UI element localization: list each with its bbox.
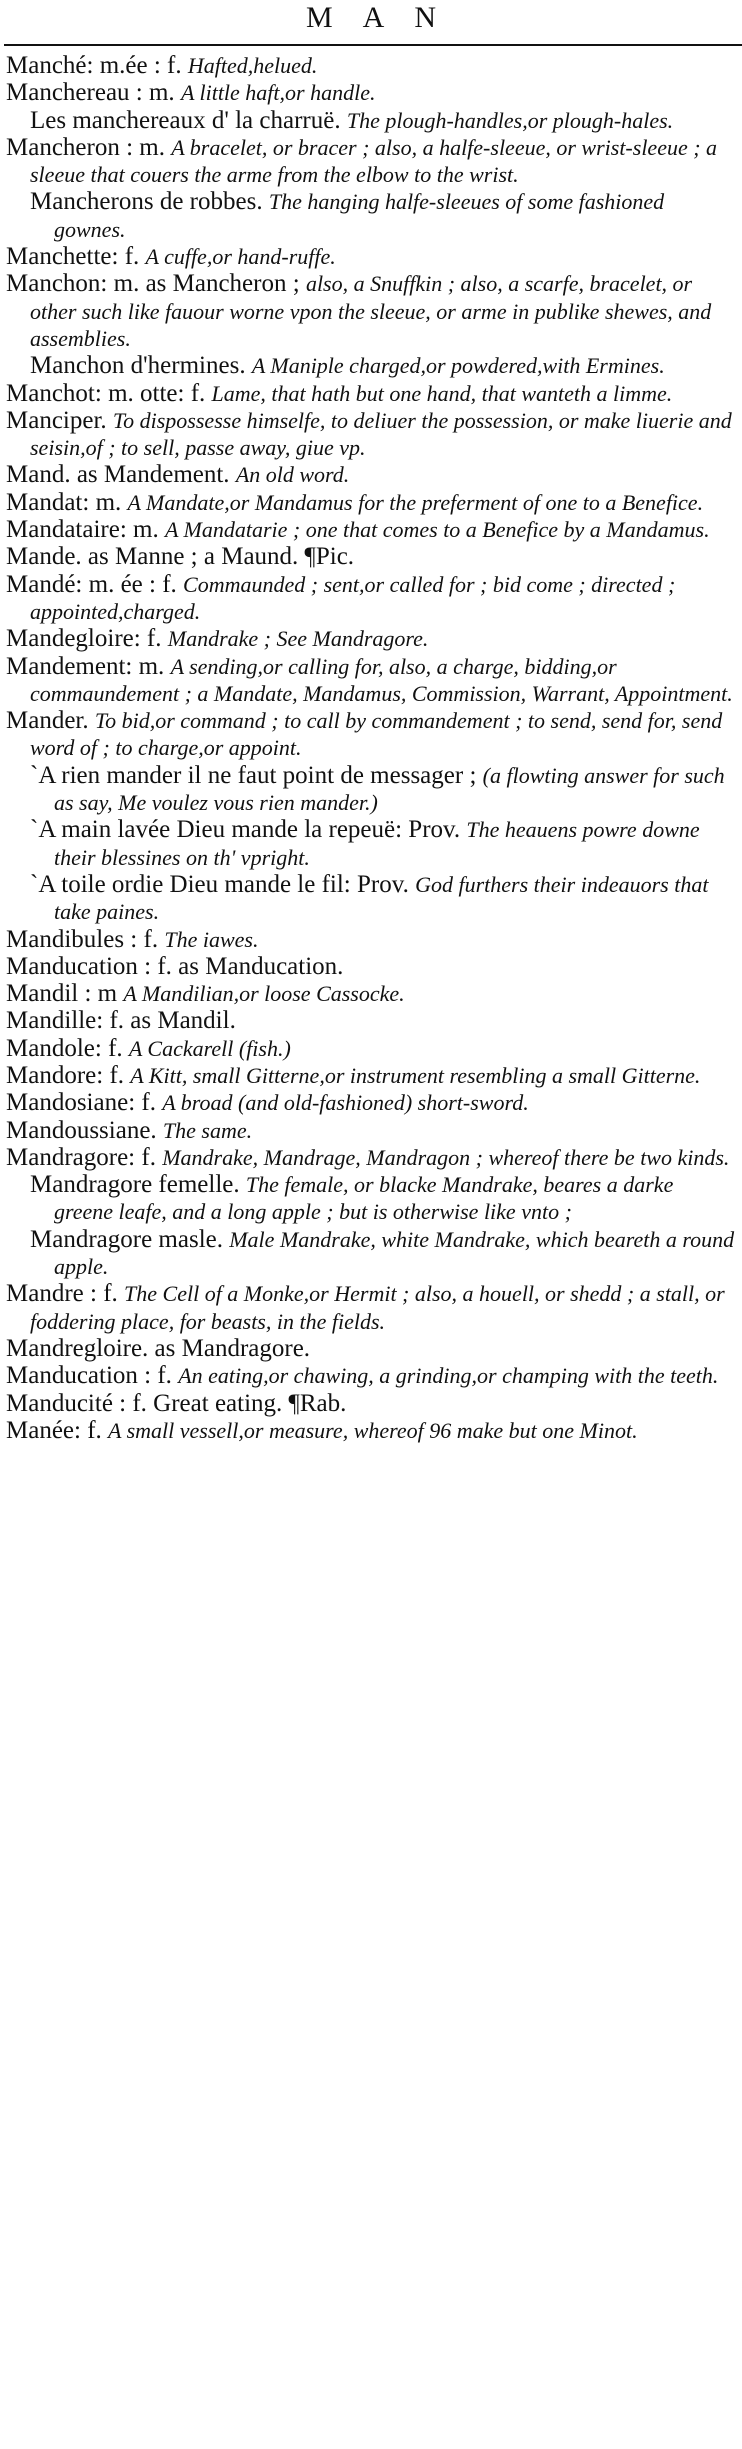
headword: `A toile ordie Dieu mande le fil: Prov. [30,870,409,898]
entry-list [0,46,742,1444]
dictionary-entry [6,407,736,462]
headword: Mandragore masle. [30,1225,223,1253]
headword: Mandil : m [6,980,118,1008]
sub-entry [30,762,736,817]
headword: Mandosiane: f. [6,1089,156,1117]
dictionary-entry [6,79,736,106]
dictionary-entry [6,980,736,1007]
dictionary-entry [6,1280,736,1335]
dictionary-entry [6,52,736,79]
gloss: A Maniple charged,or powdered,with Ermines. [251,353,665,379]
gloss: A Mandatarie ; one that comes to a Benefice by a Mandamus. [164,517,710,543]
gloss: A cuffe,or hand-ruffe. [145,244,336,270]
headword: Manchette: f. [6,243,140,271]
sub-entry [30,1171,736,1226]
gloss: Mandrake, Mandrage, Mandragon ; whereof there be two kinds. [162,1144,730,1170]
headword: Mandibules : f. [6,925,159,953]
headword: Mandre : f. [6,1280,118,1308]
headword: Mandole: f. [6,1034,123,1062]
headword: Mandegloire: f. [6,625,162,653]
headword: Mand. as Mandement. [6,461,230,489]
headword: Mandat: m. [6,488,122,516]
dictionary-entry [6,270,736,352]
headword: Mandataire: m. [6,516,159,544]
gloss: A sending,or calling for, also, a charge, bidding,or commaundement ; a Mandate, Mandamus, Commission, Warrant, Appointment. [30,653,733,706]
gloss: Lame, that hath but one hand, that wanteth a limme. [211,380,673,406]
sub-entry [30,188,736,243]
gloss: Mandrake ; See Mandragore. [167,626,429,652]
dictionary-entry [6,1144,736,1171]
dictionary-entry [6,461,736,488]
headword: Mandragore: f. [6,1143,156,1171]
dictionary-entry [6,1417,736,1444]
headword: Manciper. [6,406,107,434]
headword: Mandement: m. [6,652,165,680]
gloss: The same. [162,1117,253,1143]
dictionary-entry [6,489,736,516]
gloss: Commaunded ; sent,or called for ; bid come ; directed ; appointed,charged. [30,571,676,624]
headword: Mancheron : m. [6,133,165,161]
gloss: The female, or blacke Mandrake, beares a darke greene leafe, and a long apple ; but is otherwise like vnto ; [54,1172,674,1225]
gloss: The Cell of a Monke,or Hermit ; also, a houell, or shedd ; a stall, or foddering place, for beasts, in the fields. [30,1281,725,1334]
gloss: Hafted,helued. [187,53,318,78]
dictionary-entry [6,243,736,270]
dictionary-entry [6,1007,736,1034]
dictionary-entry [6,707,736,762]
headword: Manducité : f. Great eating. ¶Rab. [6,1389,347,1417]
headword: Mandregloire. as Mandragore. [6,1334,311,1362]
gloss: A small vessell,or measure, whereof 96 make but one Minot. [108,1417,638,1443]
gloss: (a flowting answer for such as say, Me voulez vous rien mander.) [54,762,725,816]
sub-entry [30,1226,736,1281]
dictionary-entry [6,653,736,708]
headword: Manducation : f. as Manducation. [6,952,344,980]
gloss: The heauens powre downe their blessines on th' vpright. [54,817,700,870]
headword: Mande. as Manne ; a Maund. ¶Pic. [6,543,355,571]
headword: Mandé: m. ée : f. [6,570,177,598]
dictionary-entry [6,1390,736,1417]
headword: Mancherons de robbes. [30,188,263,216]
dictionary-entry [6,516,736,543]
gloss: An old word. [235,462,350,488]
headword: Manchot: m. otte: f. [6,379,206,407]
gloss: A broad (and old-fashioned) short-sword. [162,1090,529,1116]
gloss: A Mandate,or Mandamus for the preferment of one to a Benefice. [127,489,704,515]
headword: Manchon: m. as Mancheron ; [6,270,300,298]
gloss: God furthers their indeauors that take paines. [54,871,709,925]
headword: Manchon d'hermines. [30,352,246,380]
gloss: A Cackarell (fish.) [128,1035,291,1061]
gloss: The iawes. [164,926,259,952]
dictionary-entry [6,1335,736,1362]
dictionary-entry [6,1089,736,1116]
gloss: A bracelet, or bracer ; also, a halfe-sleeue, or wrist-sleeue ; a sleeue that couers the arme from the elbow to the wrist. [30,134,718,188]
dictionary-entry [6,380,736,407]
dictionary-entry [6,134,736,189]
gloss: A little haft,or handle. [180,80,376,106]
sub-entry [30,816,736,871]
gloss: Male Mandrake, white Mandrake, which beareth a round apple. [54,1226,735,1280]
headword: Mander. [6,707,89,735]
sub-entry [30,107,736,134]
headword: `A rien mander il ne faut point de messager ; [30,761,477,789]
headword: Mandragore femelle. [30,1171,240,1199]
dictionary-entry [6,953,736,980]
headword: Mandore: f. [6,1061,125,1089]
gloss: An eating,or chawing, a grinding,or champing with the teeth. [178,1363,719,1389]
dictionary-entry [6,1362,736,1389]
gloss: To dispossesse himselfe, to deliuer the possession, or make liuerie and seisin,of ; to sell, passe away, giue vp. [30,407,732,461]
gloss: The plough-handles,or plough-hales. [346,107,674,133]
headword: `A main lavée Dieu mande la repeuë: Prov. [30,816,461,844]
headword: Les manchereaux d' la charruë. [30,106,341,134]
dictionary-entry [6,571,736,626]
dictionary-entry [6,1062,736,1089]
headword: Mandoussiane. [6,1116,157,1144]
gloss: also, a Snuffkin ; also, a scarfe, bracelet, or other such like fauour worne vpon the sleeue, or arme in publike shewes, and assemblies. [30,271,712,351]
dictionary-entry [6,926,736,953]
dictionary-entry [6,1035,736,1062]
headword: Manducation : f. [6,1362,172,1390]
dictionary-entry [6,625,736,652]
headword: Mandille: f. as Mandil. [6,1007,236,1035]
headword: Manchereau : m. [6,79,175,107]
gloss: A Kitt, small Gitterne,or instrument resembling a small Gitterne. [130,1062,701,1088]
sub-entry [30,352,736,379]
dictionary-entry [6,1117,736,1144]
page-header: MAN [305,1,466,34]
gloss: To bid,or command ; to call by commandement ; to send, send for, send word of ; to charge,or appoint. [30,708,723,761]
gloss: A Mandilian,or loose Cassocke. [123,981,405,1007]
headword: Manché: m.ée : f. [6,52,182,79]
gloss: The hanging halfe-sleeues of some fashioned gownes. [54,189,665,242]
sub-entry [30,871,736,926]
dictionary-entry [6,543,736,570]
headword: Manée: f. [6,1416,102,1444]
